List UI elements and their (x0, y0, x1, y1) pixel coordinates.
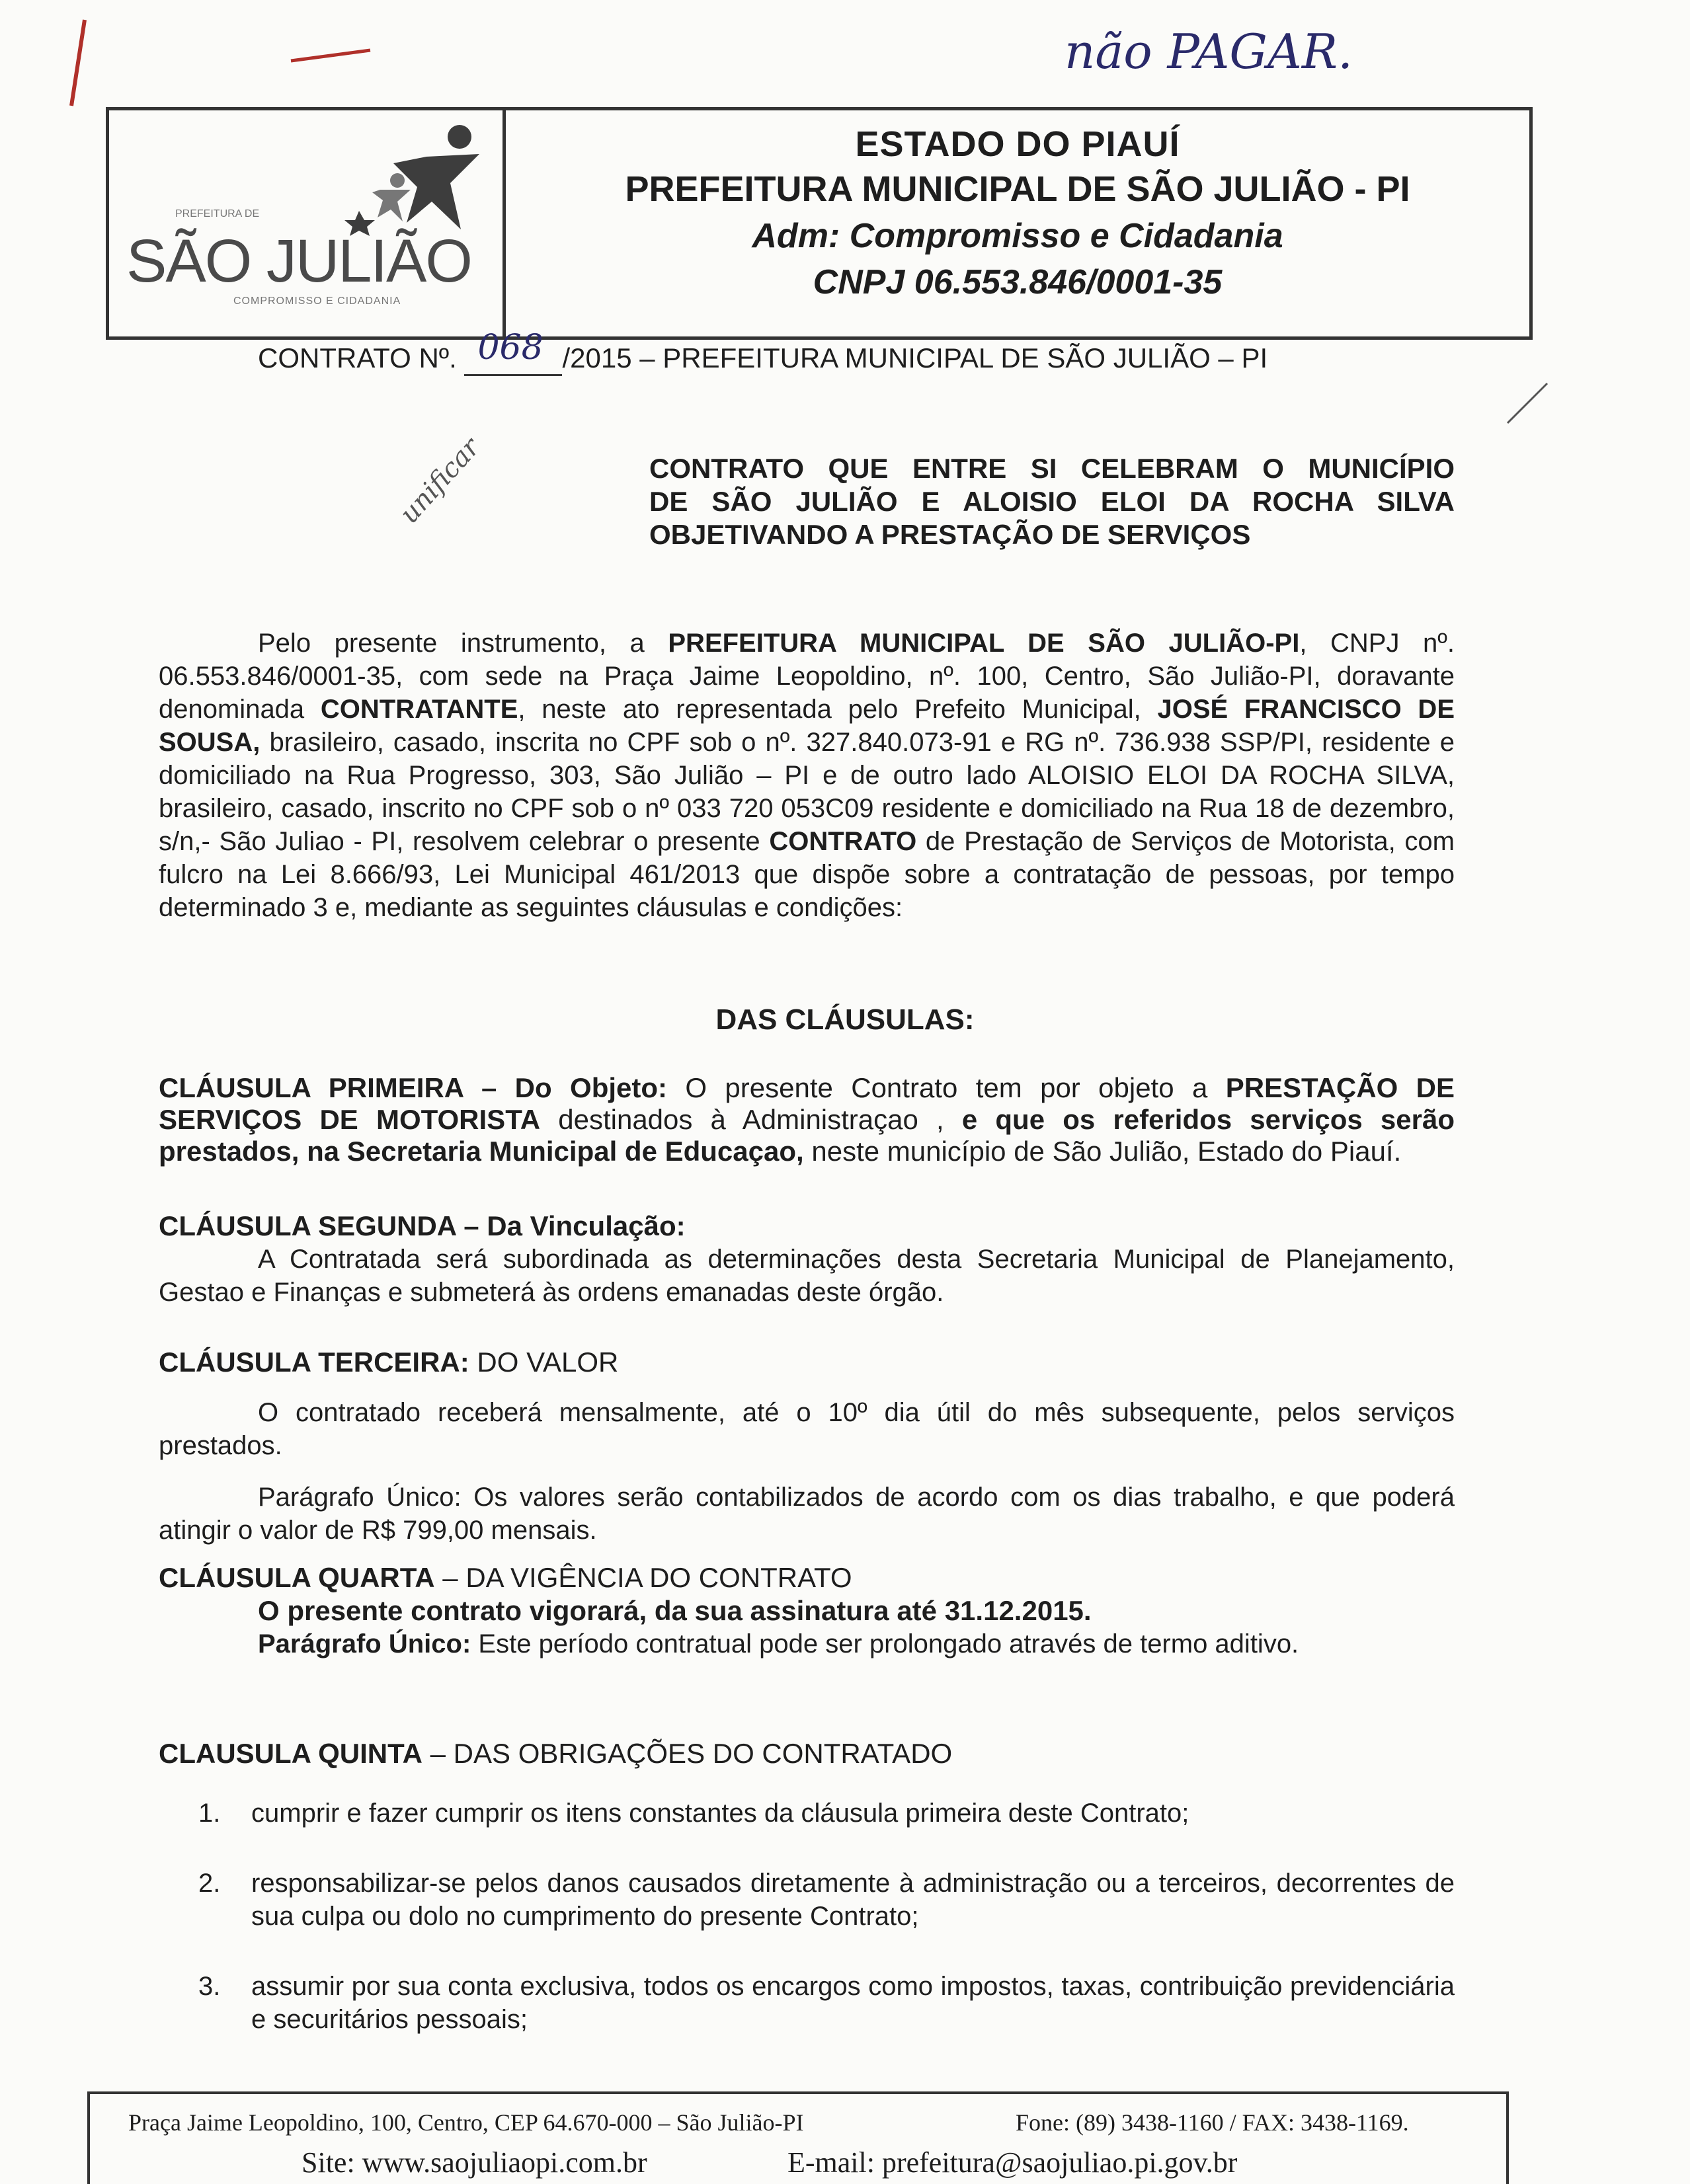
clausula-quarta-title-rest: – DA VIGÊNCIA DO CONTRATO (434, 1562, 852, 1593)
ementa-line-1: CONTRATO QUE ENTRE SI CELEBRAM O MUNICÍPIO (649, 453, 1455, 484)
logo-prefix: PREFEITURA DE (175, 208, 260, 219)
list-item-text: assumir por sua conta exclusiva, todos os encargos como impostos, taxas, contribuição previdenciária e securitários pessoais; (251, 1972, 1455, 2034)
clausula-quarta-vigencia: O presente contrato vigorará, da sua assinatura até 31.12.2015. (258, 1595, 1092, 1626)
clausula-segunda (159, 1210, 1455, 1309)
list-item (159, 1970, 1455, 2036)
list-item-text: cumprir e fazer cumprir os itens constantes da cláusula primeira deste Contrato; (251, 1799, 1189, 1828)
preamble-mayor: JOSÉ FRANCISCO DE SOUSA, (159, 695, 1455, 757)
logo-tagline: COMPROMISSO E CIDADANIA (233, 295, 401, 307)
footer-phone: Fone: (89) 3438-1160 / FAX: 3438-1169. (1016, 2109, 1409, 2136)
preamble-text: , CNPJ nº. 06.553.846/0001-35, com sede na Praça Jaime Leopoldino, nº. 100, Centro, São Julião-PI, doravante denominada (159, 629, 1455, 724)
contract-suffix: /2015 – PREFEITURA MUNICIPAL DE SÃO JULIÃO – PI (562, 342, 1268, 373)
letterhead-box (106, 107, 1533, 340)
contract-number-line (258, 328, 1268, 376)
clausula-terceira-title-rest: DO VALOR (469, 1346, 619, 1378)
clausula-quinta-title: CLAUSULA QUINTA (159, 1738, 422, 1769)
hand-stroke-vertical (71, 20, 85, 106)
ementa-line-2: DE SÃO JULIÃO E ALOISIO ELOI DA ROCHA SILVA (649, 486, 1455, 517)
list-item (159, 1867, 1455, 1933)
preamble-text: Pelo presente instrumento, a (258, 629, 668, 658)
footer-box (87, 2091, 1509, 2184)
list-item-text: responsabilizar-se pelos danos causados diretamente à administração ou a terceiros, decorrentes de sua culpa ou dolo no cumprimento do presente Contrato; (251, 1869, 1455, 1931)
contract-prefix: CONTRATO Nº. (258, 342, 457, 373)
preamble-text: de Prestação de Serviços de Motorista, com fulcro na Lei 8.666/93, Lei Municipal 461/2013 que dispõe sobre a contratação de pessoas, por tempo determinado 3 e, mediante as seguintes cláusulas e condições: (159, 827, 1455, 922)
state-name: ESTADO DO PIAUÍ (855, 124, 1180, 164)
cnpj: CNPJ 06.553.846/0001-35 (813, 263, 1223, 301)
hand-stroke-horizontal (291, 50, 370, 61)
hand-stroke-right (1508, 383, 1547, 423)
clausula-terceira (159, 1346, 1455, 1547)
handwritten-note-side: unificar (394, 432, 486, 529)
clausula-terceira-title: CLÁUSULA TERCEIRA: (159, 1346, 469, 1378)
preamble-text: brasileiro, casado, inscrita no CPF sob o nº. 327.840.073-91 e RG nº. 736.938 SSP/PI, residente e domiciliado na Rua Progresso, 303, São Julião – PI e de outro lado ALOISIO ELOI DA ROCHA SILVA, brasileiro, casado, inscrito no CPF sob o nº 033 720 053C09 residente e domiciliado na Rua 18 de dezembro, s/n,- São Juliao - PI, resolvem celebrar o presente (159, 728, 1455, 856)
clausula-text: O presente Contrato tem por objeto a (667, 1072, 1226, 1103)
das-clausulas-heading: DAS CLÁUSULAS: (715, 1003, 975, 1036)
footer-site: Site: www.saojuliaopi.com.br (302, 2146, 647, 2179)
clausula-quarta-pu-label: Parágrafo Único: (258, 1629, 471, 1658)
letterhead-text (506, 110, 1529, 302)
ementa-line-3: OBJETIVANDO A PRESTAÇÃO DE SERVIÇOS (649, 519, 1251, 550)
clausula-bold: PRESTAÇÃO DE SERVIÇOS DE MOTORISTA (159, 1072, 1455, 1135)
logo-name: SÃO JULIÃO (126, 227, 471, 295)
list-item-number: 3. (198, 1972, 221, 2001)
clausula-primeira-title: CLÁUSULA PRIMEIRA – Do Objeto: (159, 1072, 668, 1103)
logo-area (109, 110, 506, 336)
clausula-quarta-pu-text: Este período contratual pode ser prolongado através de termo aditivo. (471, 1629, 1299, 1658)
administration-motto: Adm: Compromisso e Cidadania (752, 217, 1283, 255)
clausula-quarta (159, 1561, 1455, 1660)
clausula-segunda-text: A Contratada será subordinada as determinações desta Secretaria Municipal de Planejamento, Gestao e Finanças e submeterá às ordens emanadas deste órgão. (159, 1245, 1455, 1307)
preamble-contrato: CONTRATO (769, 827, 917, 856)
clausula-segunda-title: CLÁUSULA SEGUNDA – Da Vinculação: (159, 1210, 686, 1241)
list-item-number: 1. (198, 1799, 221, 1828)
prefecture-name: PREFEITURA MUNICIPAL DE SÃO JULIÃO - PI (625, 169, 1410, 209)
contract-number-blank (464, 328, 562, 376)
clausula-text: destinados à Administraçao , (540, 1104, 962, 1135)
handwritten-note-top: não PAGAR. (1065, 24, 1353, 79)
preamble-paragraph (159, 627, 1455, 924)
clausula-terceira-text: O contratado receberá mensalmente, até o 10º dia útil do mês subsequente, pelos serviços prestados. (159, 1398, 1455, 1460)
preamble-contratante: CONTRATANTE (320, 695, 518, 724)
clausula-text: neste município de São Julião, Estado do Piauí. (803, 1136, 1402, 1167)
list-item (159, 1797, 1455, 1830)
contract-ementa (649, 452, 1455, 551)
obligations-list (159, 1797, 1455, 2036)
clausula-quarta-title: CLÁUSULA QUARTA (159, 1562, 435, 1593)
contract-number-handwritten: 068 (477, 328, 543, 368)
clausula-primeira (159, 1072, 1455, 1167)
footer-email: E-mail: prefeitura@saojuliao.pi.gov.br (787, 2146, 1238, 2179)
clausula-quinta-title-rest: – DAS OBRIGAÇÕES DO CONTRATADO (422, 1738, 953, 1769)
clausula-quinta (159, 1737, 1455, 2036)
preamble-text: , neste ato representada pelo Prefeito Municipal, (518, 695, 1158, 724)
preamble-contractor: PREFEITURA MUNICIPAL DE SÃO JULIÃO-PI (668, 629, 1300, 658)
clausula-bold: e que os referidos serviços serão prestados, na Secretaria Municipal de Educaçao, (159, 1104, 1455, 1167)
list-item-number: 2. (198, 1869, 221, 1898)
clausula-terceira-paragrafo: Parágrafo Único: Os valores serão contabilizados de acordo com os dias trabalho, e que poderá atingir o valor de R$ 799,00 mensais. (159, 1483, 1455, 1545)
footer-address: Praça Jaime Leopoldino, 100, Centro, CEP 64.670-000 – São Julião-PI (128, 2109, 804, 2136)
